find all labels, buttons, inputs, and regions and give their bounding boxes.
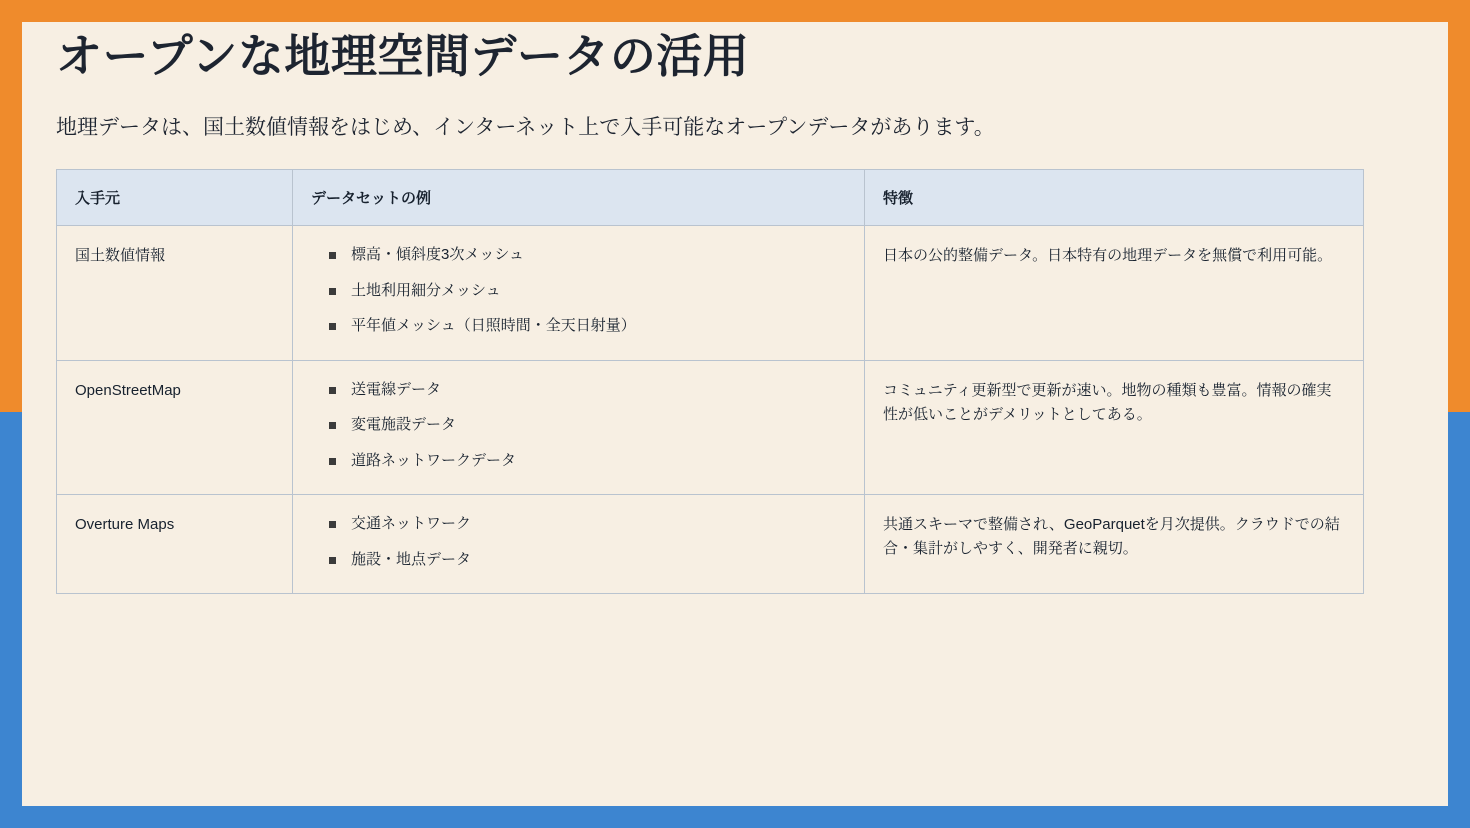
cell-feature [865,495,1364,594]
list-item: 土地利用細分メッシュ [325,280,846,303]
feature-text: 共通スキーマで整備され、GeoParquetを月次提供。クラウドでの結合・集計がしやすく、開発者に親切。 [883,516,1340,557]
list-item: 交通ネットワーク [325,513,846,536]
table-body [57,226,1364,594]
table-row [57,226,1364,361]
list-item: 平年値メッシュ（日照時間・全天日射量） [325,315,846,338]
cell-feature [865,360,1364,495]
page-title: オープンな地理空間データの活用 [56,29,750,83]
dataset-list [311,379,846,473]
cell-datasets [293,226,865,361]
slide-content [56,28,1430,594]
feature-text: コミュニティ更新型で更新が速い。地物の種類も豊富。情報の確実性が低いことがデメリットとしてある。 [883,381,1332,423]
list-item: 道路ネットワークデータ [325,450,846,473]
table-header [57,170,1364,226]
column-header-source: 入手元 [57,170,293,226]
table-row [57,360,1364,495]
list-item: 送電線データ [325,379,846,402]
cell-datasets [293,495,865,594]
dataset-list [311,244,846,338]
table-header-row [57,170,1364,226]
list-item: 変電施設データ [325,414,846,437]
cell-feature [865,226,1364,361]
cell-datasets [293,360,865,495]
slide-subtitle: 地理データは、国土数値情報をはじめ、インターネット上で入手可能なオープンデータがあります。 [56,115,995,139]
table-row [57,495,1364,594]
column-header-feature: 特徴 [865,170,1364,226]
cell-source: OpenStreetMap [57,360,293,495]
column-header-datasets: データセットの例 [293,170,865,226]
feature-text: 日本の公的整備データ。日本特有の地理データを無償で利用可能。 [883,247,1333,264]
list-item: 標高・傾斜度3次メッシュ [325,244,846,267]
list-item: 施設・地点データ [325,549,846,572]
cell-source: 国土数値情報 [57,226,293,361]
dataset-list [311,513,846,571]
cell-source: Overture Maps [57,495,293,594]
open-geodata-table [56,169,1364,594]
